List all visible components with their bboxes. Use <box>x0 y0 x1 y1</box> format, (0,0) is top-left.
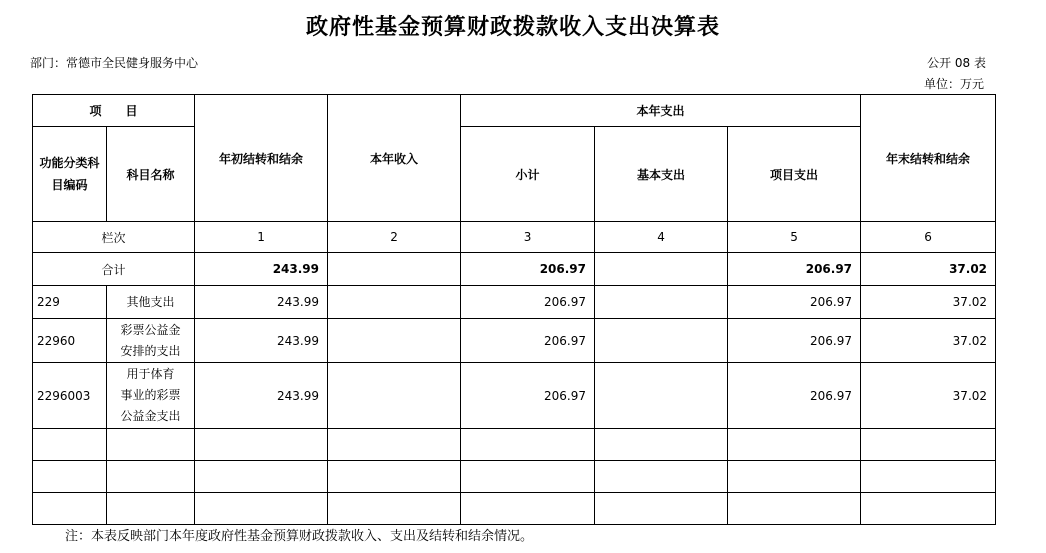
column-number-label: 栏次 <box>33 222 195 253</box>
row-end-balance: 37.02 <box>861 286 996 319</box>
row-income <box>328 319 461 363</box>
department-label: 部门：常德市全民健身服务中心 <box>30 56 199 70</box>
row-name <box>107 363 195 429</box>
row-begin-balance: 243.99 <box>195 363 328 429</box>
row-income <box>328 363 461 429</box>
table-row <box>33 363 996 429</box>
budget-table <box>32 94 996 525</box>
total-income <box>328 253 461 286</box>
footnote: 注：本表反映部门本年度政府性基金预算财政拨款收入、支出及结转和结余情况。 <box>65 529 534 544</box>
row-name-line: 其他支出 <box>126 294 175 309</box>
header-subject-name: 科目名称 <box>107 127 195 222</box>
row-name <box>107 319 195 363</box>
row-begin-balance: 243.99 <box>195 319 328 363</box>
header-expense: 本年支出 <box>461 95 861 127</box>
column-number: 1 <box>195 222 328 253</box>
unit-label: 单位：万元 <box>923 77 984 91</box>
row-basic <box>595 319 728 363</box>
row-end-balance: 37.02 <box>861 363 996 429</box>
header-func-code: 功能分类科目编码 <box>33 127 107 222</box>
row-subtotal: 206.97 <box>461 286 595 319</box>
total-begin-balance: 243.99 <box>195 253 328 286</box>
header-begin-balance: 年初结转和结余 <box>195 95 328 222</box>
total-end-balance: 37.02 <box>861 253 996 286</box>
row-income <box>328 286 461 319</box>
report-title: 政府性基金预算财政拨款收入支出决算表 <box>305 15 720 40</box>
row-basic <box>595 363 728 429</box>
column-number: 2 <box>328 222 461 253</box>
header-project: 项目支出 <box>728 127 861 222</box>
column-number: 3 <box>461 222 595 253</box>
row-basic <box>595 286 728 319</box>
total-subtotal: 206.97 <box>461 253 595 286</box>
row-name-line: 公益金支出 <box>120 409 181 423</box>
row-name-line: 用于体育 <box>126 367 175 381</box>
row-project: 206.97 <box>728 363 861 429</box>
row-name <box>107 286 195 319</box>
row-code: 229 <box>33 286 107 319</box>
row-begin-balance: 243.99 <box>195 286 328 319</box>
row-name-line: 安排的支出 <box>120 343 181 358</box>
row-subtotal: 206.97 <box>461 363 595 429</box>
empty-row <box>33 493 996 525</box>
column-number: 5 <box>728 222 861 253</box>
header-basic: 基本支出 <box>595 127 728 222</box>
row-project: 206.97 <box>728 319 861 363</box>
header-end-balance: 年末结转和结余 <box>861 95 996 222</box>
column-number: 4 <box>595 222 728 253</box>
empty-row <box>33 429 996 461</box>
row-code: 22960 <box>33 319 107 363</box>
row-name-line: 事业的彩票 <box>120 388 181 402</box>
row-end-balance: 37.02 <box>861 319 996 363</box>
row-name-line: 彩票公益金 <box>120 322 181 337</box>
row-code: 2296003 <box>33 363 107 429</box>
header-item: 项 目 <box>33 95 195 127</box>
table-row <box>33 319 996 363</box>
row-project: 206.97 <box>728 286 861 319</box>
header-income: 本年收入 <box>328 95 461 222</box>
header-subtotal: 小计 <box>461 127 595 222</box>
total-project: 206.97 <box>728 253 861 286</box>
total-basic <box>595 253 728 286</box>
total-label: 合计 <box>33 253 195 286</box>
table-row <box>33 286 996 319</box>
empty-row <box>33 461 996 493</box>
column-number: 6 <box>861 222 996 253</box>
table-code: 公开 08 表 <box>927 56 986 70</box>
row-subtotal: 206.97 <box>461 319 595 363</box>
